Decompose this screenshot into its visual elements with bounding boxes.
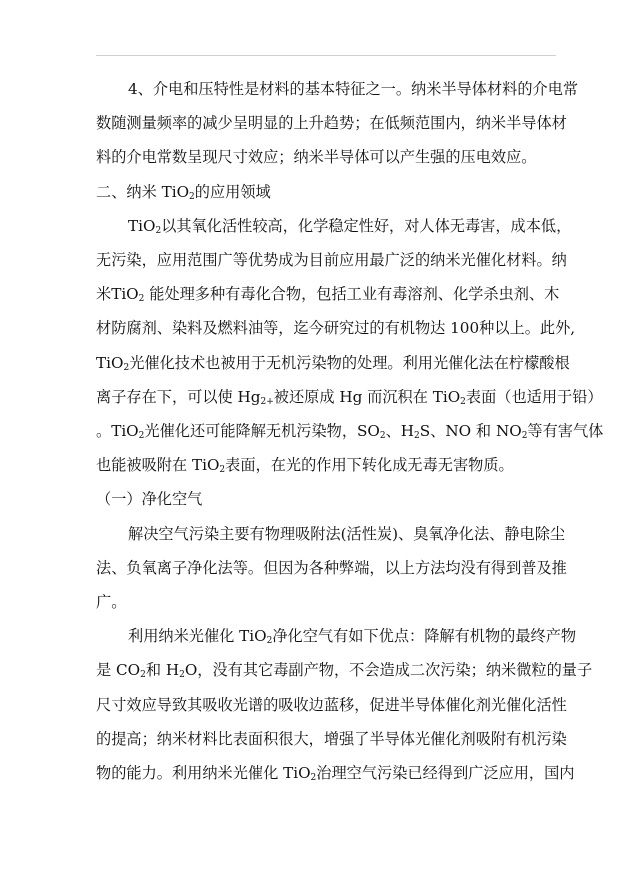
- section-heading-applications: 二、纳米 TiO$_2$的应用领域: [96, 182, 271, 202]
- paragraph-tio2-advantages: [96, 619, 593, 790]
- text-line: 无污染，应用范围广等优势成为目前应用最广泛的纳米光催化材料。纳: [96, 251, 567, 270]
- text-line: 解决空气污染主要有物理吸附法(活性炭)、臭氧净化法、静电除尘: [128, 524, 566, 543]
- header-rule: [96, 55, 556, 56]
- text-line: TiO$_2$以其氧化活性较高，化学稳定性好，对人体无毒害，成本低，: [128, 216, 572, 236]
- text-line: 数随测量频率的减少呈明显的上升趋势；在低频范围内，纳米半导体材: [96, 114, 567, 133]
- section-heading-air-purification: （一）净化空气: [96, 490, 203, 509]
- document-body: [96, 72, 604, 790]
- paragraph-dielectric: [96, 72, 579, 175]
- text-line: 的提高；纳米材料比表面积很大，增强了半导体光催化剂吸附有机污染: [96, 729, 567, 748]
- text-line: 是 $CO_2$和 $H_2O$，没有其它毒副产物，不会造成二次污染；纳米微粒的量子: [96, 661, 593, 681]
- paragraph-air-pollution-methods: [96, 517, 567, 620]
- text-line: 离子存在下，可以使 $Hg_{2+}$被还原成 Hg 而沉积在 TiO$_2$表面（也适用于铅）: [96, 387, 603, 407]
- text-line: TiO$_2$光催化技术也被用于无机污染物的处理。利用光催化法在柠檬酸根: [96, 353, 570, 373]
- text-line: 法、负氧离子净化法等。但因为各种弊端，以上方法均没有得到普及推: [96, 558, 567, 577]
- text-line: 尺寸效应导致其吸收光谱的吸收边蓝移，促进半导体催化剂光催化活性: [96, 695, 567, 714]
- text-line: 料的介电常数呈现尺寸效应；纳米半导体可以产生强的压电效应。: [96, 148, 537, 167]
- text-line: 物的能力。利用纳米光催化 TiO$_2$治理空气污染已经得到广泛应用，国内: [96, 764, 575, 784]
- text-line: 材防腐剂、染料及燃料油等，迄今研究过的有机物达 100种以上。此外,: [96, 319, 576, 338]
- text-line: 4、介电和压特性是材料的基本特征之一。纳米半导体材料的介电常: [128, 80, 579, 98]
- text-line: 利用纳米光催化 TiO$_2$净化空气有如下优点：降解有机物的最终产物: [128, 627, 577, 647]
- text-line: 广。: [96, 593, 127, 612]
- text-line: 也能被吸附在 TiO$_2$表面，在光的作用下转化成无毒无害物质。: [96, 456, 514, 476]
- paragraph-tio2-overview: [96, 209, 604, 483]
- text-line: 。TiO$_2$光催化还可能降解无机污染物，$SO_2$、$H_2S$、NO 和 $NO_2$等有害气体: [96, 422, 604, 442]
- text-line: 米TiO$_2$ 能处理多种有毒化合物，包括工业有毒溶剂、化学杀虫剂、木: [96, 285, 560, 305]
